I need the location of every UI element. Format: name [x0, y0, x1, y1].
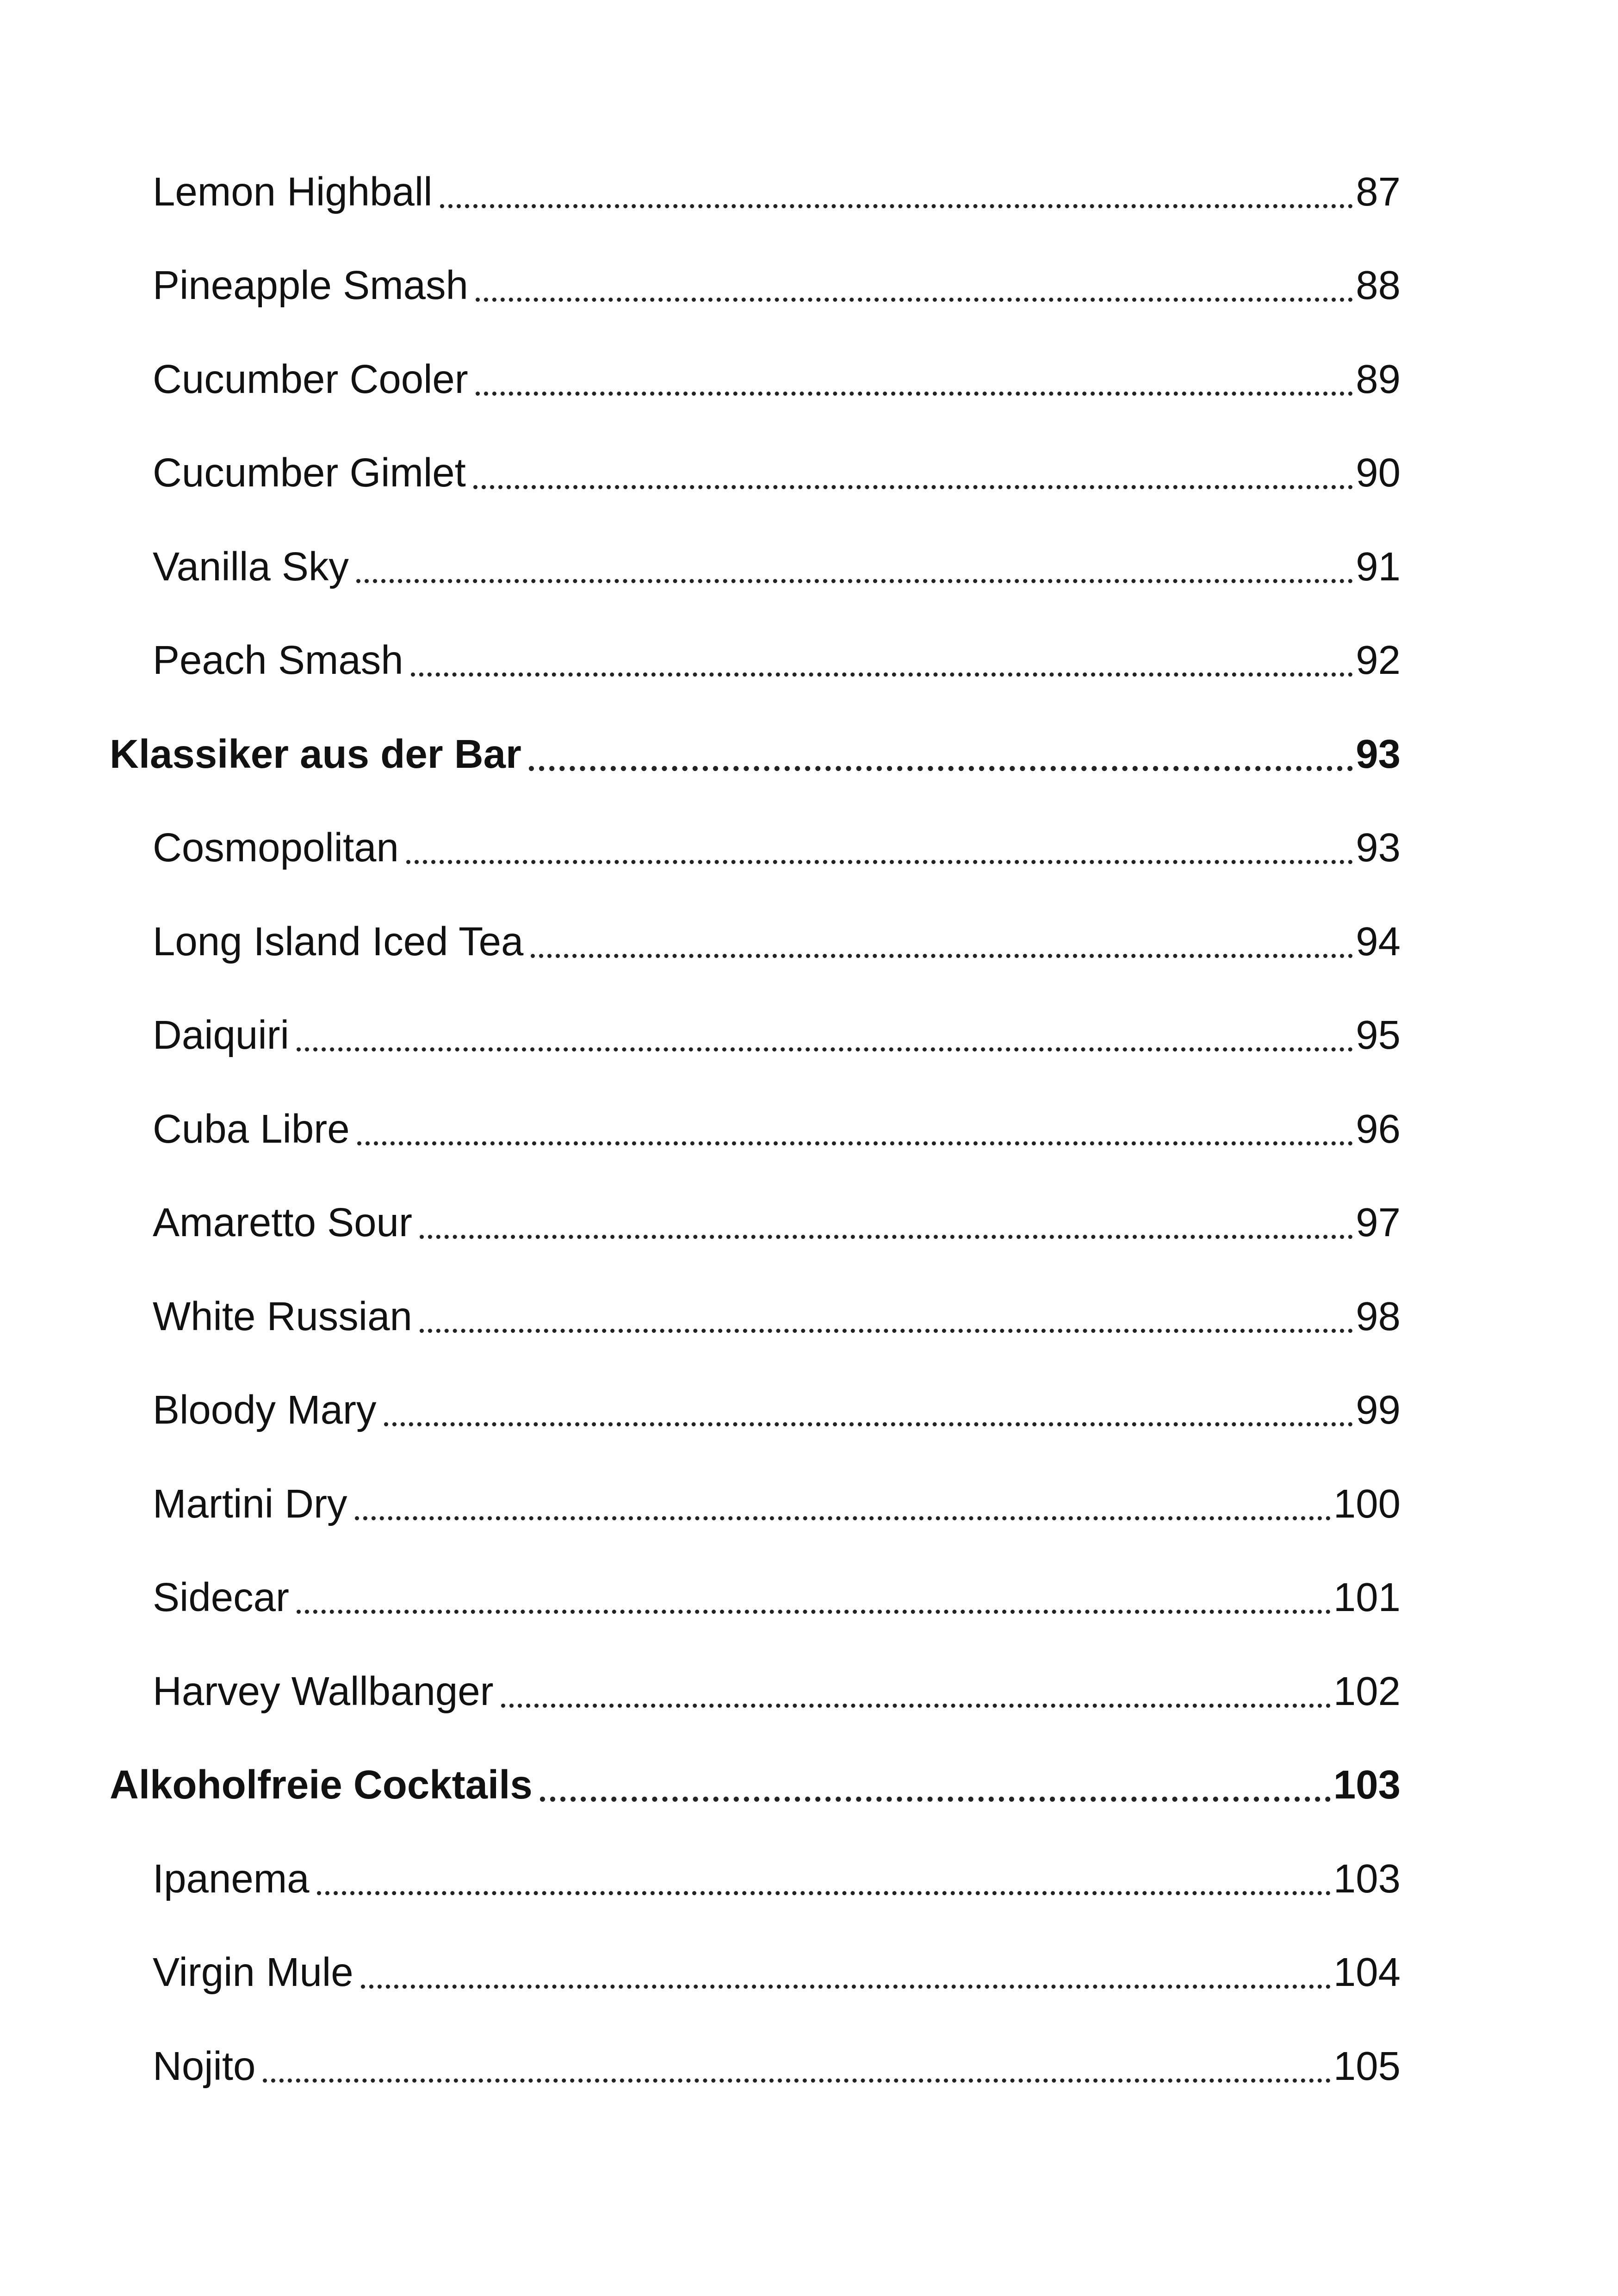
- toc-entry-title: Daiquiri: [153, 1013, 289, 1058]
- dot-leader: [357, 1141, 1353, 1145]
- toc-entry-cucumber-gimlet[interactable]: [153, 445, 1401, 501]
- toc-section-title: Klassiker aus der Bar: [110, 732, 521, 777]
- toc-section-alkoholfreie-cocktails[interactable]: [110, 1757, 1401, 1813]
- toc-entry-title: Peach Smash: [153, 638, 403, 683]
- toc-section-page: 93: [1356, 732, 1401, 777]
- toc-entry-page: 91: [1356, 544, 1401, 589]
- dot-leader: [317, 1891, 1331, 1895]
- dot-leader: [529, 766, 1353, 771]
- dot-leader: [476, 392, 1353, 396]
- toc-entry-lemon-highball[interactable]: [153, 164, 1401, 220]
- toc-entry-ipanema[interactable]: [153, 1851, 1401, 1907]
- toc-entry-title: Bloody Mary: [153, 1388, 377, 1432]
- toc-entry-title: Vanilla Sky: [153, 544, 349, 589]
- toc-entry-page: 93: [1356, 825, 1401, 870]
- toc-entry-title: White Russian: [153, 1294, 412, 1339]
- toc-entry-title: Harvey Wallbanger: [153, 1669, 494, 1714]
- toc-entry-page: 92: [1356, 638, 1401, 683]
- toc-entry-sidecar[interactable]: [153, 1570, 1401, 1625]
- toc-entry-vanilla-sky[interactable]: [153, 539, 1401, 595]
- toc-entry-title: Cosmopolitan: [153, 825, 399, 870]
- toc-entry-cucumber-cooler[interactable]: [153, 352, 1401, 407]
- dot-leader: [355, 1516, 1331, 1520]
- dot-leader: [356, 579, 1353, 583]
- toc-entry-title: Cucumber Gimlet: [153, 450, 466, 495]
- toc-entry-cosmopolitan[interactable]: [153, 820, 1401, 876]
- toc-entry-page: 100: [1333, 1481, 1401, 1526]
- toc-entry-title: Amaretto Sour: [153, 1200, 412, 1245]
- toc-entry-page: 105: [1333, 2044, 1401, 2089]
- toc-entry-title: Cuba Libre: [153, 1107, 350, 1151]
- toc-entry-peach-smash[interactable]: [153, 633, 1401, 688]
- toc-entry-virgin-mule[interactable]: [153, 1945, 1401, 2000]
- dot-leader: [476, 298, 1353, 302]
- toc-entry-title: Virgin Mule: [153, 1950, 353, 1995]
- toc-entry-page: 102: [1333, 1669, 1401, 1714]
- dot-leader: [473, 485, 1353, 489]
- toc-entry-page: 96: [1356, 1107, 1401, 1151]
- toc-entry-nojito[interactable]: [153, 2039, 1401, 2094]
- toc-entry-page: 99: [1356, 1388, 1401, 1432]
- toc-entry-page: 90: [1356, 450, 1401, 495]
- toc-entry-martini-dry[interactable]: [153, 1476, 1401, 1532]
- toc-entry-harvey-wallbanger[interactable]: [153, 1664, 1401, 1719]
- dot-leader: [297, 1610, 1331, 1614]
- toc-entry-cuba-libre[interactable]: [153, 1101, 1401, 1157]
- toc-section-page: 103: [1333, 1762, 1401, 1807]
- dot-leader: [531, 954, 1353, 958]
- toc-entry-page: 89: [1356, 357, 1401, 402]
- toc-entry-white-russian[interactable]: [153, 1289, 1401, 1344]
- toc-section-title: Alkoholfreie Cocktails: [110, 1762, 533, 1807]
- toc-entry-title: Nojito: [153, 2044, 256, 2089]
- toc-entry-page: 95: [1356, 1013, 1401, 1058]
- toc-entry-page: 87: [1356, 169, 1401, 214]
- dot-leader: [361, 1985, 1331, 1989]
- toc-entry-page: 97: [1356, 1200, 1401, 1245]
- toc-entry-amaretto-sour[interactable]: [153, 1195, 1401, 1251]
- toc-entry-page: 101: [1333, 1575, 1401, 1620]
- toc-entry-daiquiri[interactable]: [153, 1008, 1401, 1063]
- toc-entry-title: Martini Dry: [153, 1481, 347, 1526]
- dot-leader: [384, 1422, 1353, 1426]
- dot-leader: [420, 1329, 1353, 1333]
- dot-leader: [440, 204, 1353, 208]
- toc-entry-title: Pineapple Smash: [153, 263, 468, 308]
- toc-entry-long-island-iced-tea[interactable]: [153, 914, 1401, 970]
- toc-entry-page: 98: [1356, 1294, 1401, 1339]
- toc-entry-page: 103: [1333, 1856, 1401, 1901]
- toc-entry-bloody-mary[interactable]: [153, 1382, 1401, 1438]
- toc-section-klassiker-aus-der-bar[interactable]: [110, 727, 1401, 782]
- dot-leader: [420, 1235, 1353, 1239]
- toc-entry-page: 88: [1356, 263, 1401, 308]
- toc-entry-page: 104: [1333, 1950, 1401, 1995]
- toc-entry-pineapple-smash[interactable]: [153, 258, 1401, 313]
- dot-leader: [501, 1704, 1331, 1708]
- dot-leader: [263, 2078, 1330, 2083]
- toc-entry-page: 94: [1356, 919, 1401, 964]
- toc-entry-title: Ipanema: [153, 1856, 310, 1901]
- dot-leader: [411, 672, 1353, 677]
- dot-leader: [406, 860, 1353, 864]
- toc-entry-title: Lemon Highball: [153, 169, 433, 214]
- dot-leader: [297, 1047, 1353, 1052]
- toc-entry-title: Cucumber Cooler: [153, 357, 468, 402]
- toc-entry-title: Long Island Iced Tea: [153, 919, 524, 964]
- dot-leader: [540, 1797, 1331, 1802]
- toc-entry-title: Sidecar: [153, 1575, 289, 1620]
